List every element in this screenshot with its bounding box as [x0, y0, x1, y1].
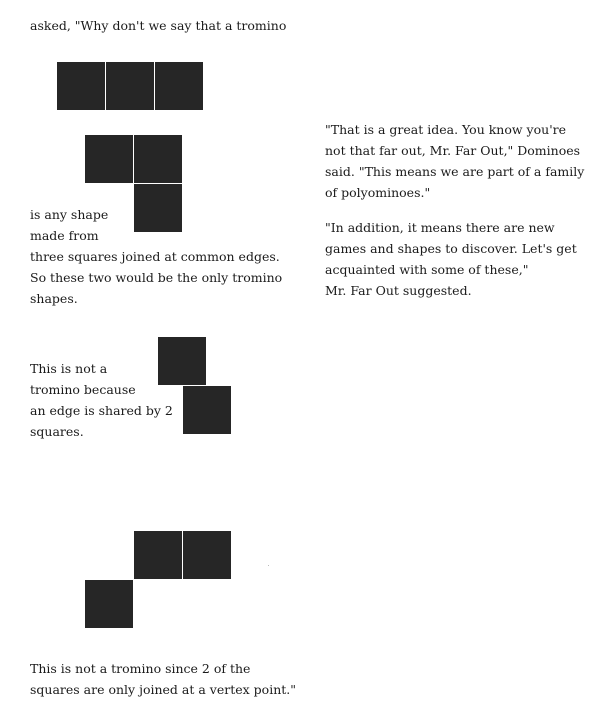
text-line: made from: [30, 228, 99, 243]
right-paragraph-2: [325, 217, 577, 301]
text-line: games and shapes to discover. Let's get: [325, 241, 577, 256]
tromino-square: [155, 62, 203, 110]
vertex-square: [134, 531, 182, 579]
text-line: not that far out, Mr. Far Out," Dominoes: [325, 143, 581, 158]
intro-text: asked, "Why don't we say that a tromino: [30, 18, 287, 33]
text-line: Mr. Far Out suggested.: [325, 283, 472, 298]
text-line: acquainted with some of these,": [325, 262, 529, 277]
tromino-square: [134, 135, 182, 183]
tromino-square: [85, 135, 133, 183]
text-line: squares.: [30, 424, 84, 439]
not-tromino-vertex-text: [30, 658, 296, 700]
vertex-square: [183, 531, 231, 579]
right-paragraph-1: [325, 119, 584, 203]
text-line: is any shape: [30, 207, 109, 222]
not-tromino-edge-text: [30, 358, 173, 442]
text-line: an edge is shared by 2: [30, 403, 173, 418]
text-line: "That is a great idea. You know you're: [325, 122, 567, 137]
text-line: shapes.: [30, 291, 78, 306]
text-line: "In addition, it means there are new: [325, 220, 555, 235]
straight-tromino: [57, 62, 204, 110]
text-line: This is not a tromino since 2 of the: [30, 661, 251, 676]
text-line: said. "This means we are part of a family: [325, 164, 585, 179]
text-line: This is not a: [30, 361, 108, 376]
definition-text: [30, 204, 282, 309]
text-line: of polyominoes.": [325, 185, 431, 200]
scan-speck: [268, 565, 269, 566]
text-line: squares are only joined at a vertex point.": [30, 682, 296, 697]
text-line: tromino because: [30, 382, 136, 397]
offset-square: [183, 386, 231, 434]
tromino-square: [57, 62, 105, 110]
tromino-square: [106, 62, 154, 110]
vertex-joined-squares: [85, 531, 232, 628]
vertex-square: [85, 580, 133, 628]
text-line: three squares joined at common edges.: [30, 249, 280, 264]
text-line: So these two would be the only tromino: [30, 270, 283, 285]
